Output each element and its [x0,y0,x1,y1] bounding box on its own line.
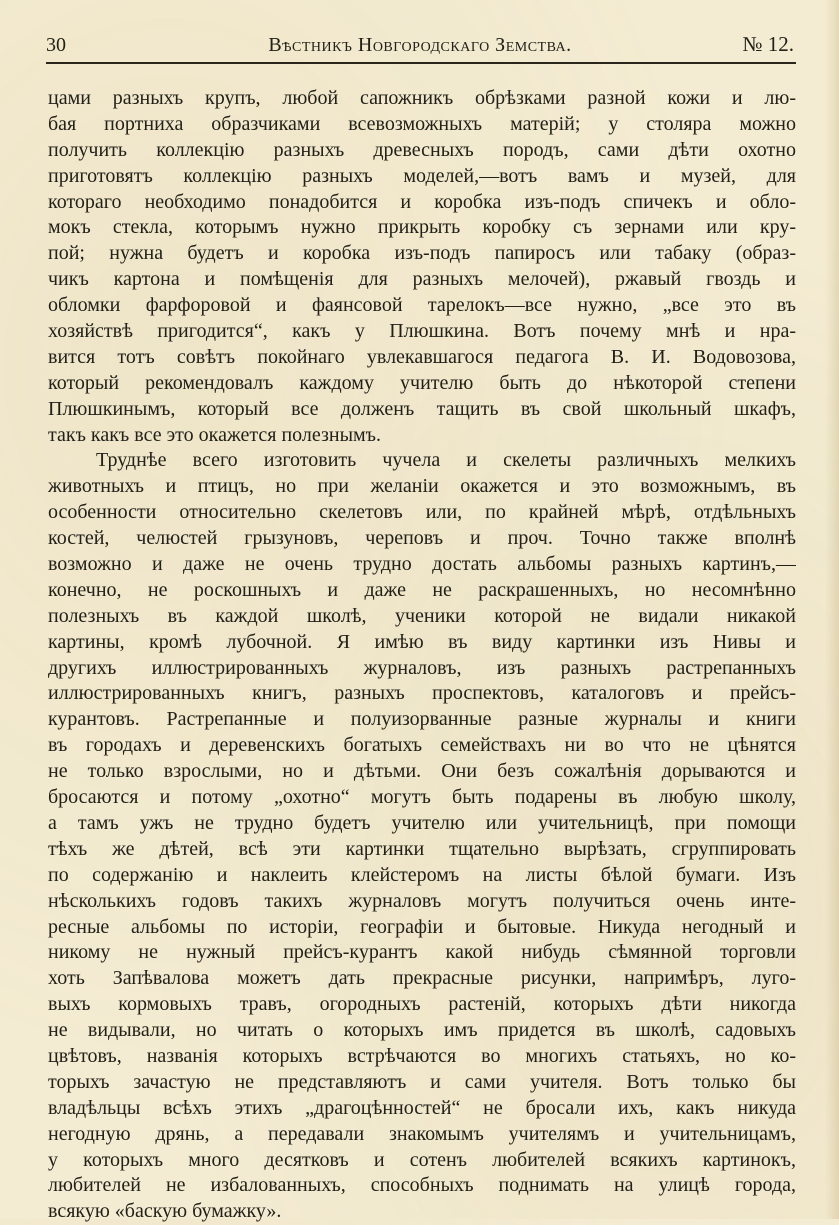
text-line: любителей не избалованныхъ, способныхъ поднимать на улицѣ города, [48,1174,796,1197]
header-rule [46,62,796,64]
text-line: картины, кромѣ лубочной. Я имѣю въ виду картинки изъ Нивы и [48,630,796,653]
issue-number: № 12. [742,32,794,56]
text-line: Труднѣе всего изготовить чучела и скелеты различныхъ мелкихъ [96,449,796,472]
text-line: не видывали, но читать о которыхъ имъ придется въ школѣ, садовыхъ [48,1019,796,1042]
running-title: Вѣстникъ Новгородскаго Земства. [268,34,572,56]
text-line: цами разныхъ крупъ, любой сапожникъ обрѣзками разной кожи и лю- [48,87,796,109]
text-line: пой; нужна будетъ и коробка изъ-подъ папиросъ или табаку (образ- [48,242,796,265]
text-line: конечно, не роскошныхъ и даже не раскрашенныхъ, но несомнѣнно [48,578,796,601]
text-line: который рекомендовалъ каждому учителю быть до нѣкоторой степени [48,371,796,394]
text-line: возможно и даже не очень трудно достать альбомы разныхъ картинъ,— [48,553,796,576]
text-line: всякую «баскую бумажку». [48,1200,282,1223]
text-line: въ городахъ и деревенскихъ богатыхъ семействахъ ни во что не цѣнятся [48,734,796,757]
text-line: торыхъ зачастую не представляютъ и сами учителя. Вотъ только бы [48,1070,796,1093]
text-line: другихъ иллюстрированныхъ журналовъ, изъ разныхъ растрепанныхъ [48,656,796,679]
page-number: 30 [46,34,66,56]
text-line: чикъ картона и помѣщенія для разныхъ мелочей), ржавый гвоздь и [48,268,796,291]
text-line: особенности относительно скелетовъ или, по крайней мѣрѣ, отдѣльныхъ [48,501,796,524]
text-line: курантовъ. Растрепанные и полуизорванные разные журналы и книги [48,708,796,731]
text-line: бросаются и потому „охотно“ могутъ быть подарены въ любую школу, [48,786,796,809]
text-line: Плюшкинымъ, который все долженъ тащить въ свой школьный шкафъ, [48,397,796,420]
text-line: костей, челюстей грызуновъ, череповъ и проч. Точно также вполнѣ [48,527,796,550]
text-line: приготовятъ коллекцію разныхъ моделей,—вотъ вамъ и музей, для [48,164,796,187]
text-line: бая портниха образчиками всевозможныхъ матерій; у столяра можно [48,112,796,135]
text-line: владѣльцы всѣхъ этихъ „драгоцѣнностей“ не бросали ихъ, какъ никуда [48,1096,796,1119]
text-line: хоть Запѣвалова можетъ дать прекрасные рисунки, напримѣръ, луго- [48,967,796,990]
text-line: животныхъ и птицъ, но при желаніи окажется и это возможнымъ, въ [48,475,796,498]
text-line: негодную дрянь, а передавали знакомымъ учителямъ и учительницамъ, [48,1122,796,1145]
text-line: а тамъ ужъ не трудно будетъ учителю или учительницѣ, при помощи [48,811,796,834]
paragraph [48,86,796,448]
text-line: обломки фарфоровой и фаянсовой тарелокъ—все нужно, „все это въ [48,294,796,317]
text-line: выхъ кормовыхъ травъ, огородныхъ растеній, которыхъ дѣти никогда [48,993,796,1016]
text-line: не только взрослыми, но и дѣтьми. Они безъ сожалѣнія дорываются и [48,760,796,783]
text-line: такъ какъ все это окажется полезнымъ. [48,423,382,446]
text-line: у которыхъ много десятковъ и сотенъ любителей всякихъ картинокъ, [48,1148,796,1171]
text-line: полезныхъ въ каждой школѣ, ученики которой не видали никакой [48,604,796,627]
page-edge-shadow [825,0,839,1219]
text-line: хозяйствѣ пригодится“, какъ у Плюшкина. Вотъ почему мнѣ и нра- [48,320,796,343]
body-text [48,86,796,1225]
text-line: мокъ стекла, которымъ нужно прикрыть коробку съ зернами или кру- [48,216,796,239]
text-line: по содержанію и наклеить клейстеромъ на листы бѣлой бумаги. Изъ [48,863,796,886]
text-line: вится тотъ совѣтъ покойнаго увлекавшагося педагога В. И. Водовозова, [48,345,796,368]
text-line: ресные альбомы по исторіи, географіи и бытовые. Никуда негодный и [48,915,796,938]
text-line: иллюстрированныхъ книгъ, разныхъ проспектовъ, каталоговъ и прейсъ- [48,682,796,705]
text-line: цвѣтовъ, названія которыхъ встрѣчаются во многихъ статьяхъ, но ко- [48,1044,796,1067]
text-line: тѣхъ же дѣтей, всѣ эти картинки тщательно вырѣзать, сгруппировать [48,837,796,860]
text-line: котораго необходимо понадобится и коробка изъ-подъ спичекъ и обло- [48,190,796,213]
text-line: никому не нужный прейсъ-курантъ какой нибудь сѣмянной торговли [48,941,796,964]
text-line: нѣсколькихъ годовъ такихъ журналовъ могутъ получиться очень инте- [48,889,796,912]
paragraph [48,448,796,1225]
running-header [46,30,794,62]
text-line: получить коллекцію разныхъ древесныхъ породъ, сами дѣти охотно [48,138,796,161]
